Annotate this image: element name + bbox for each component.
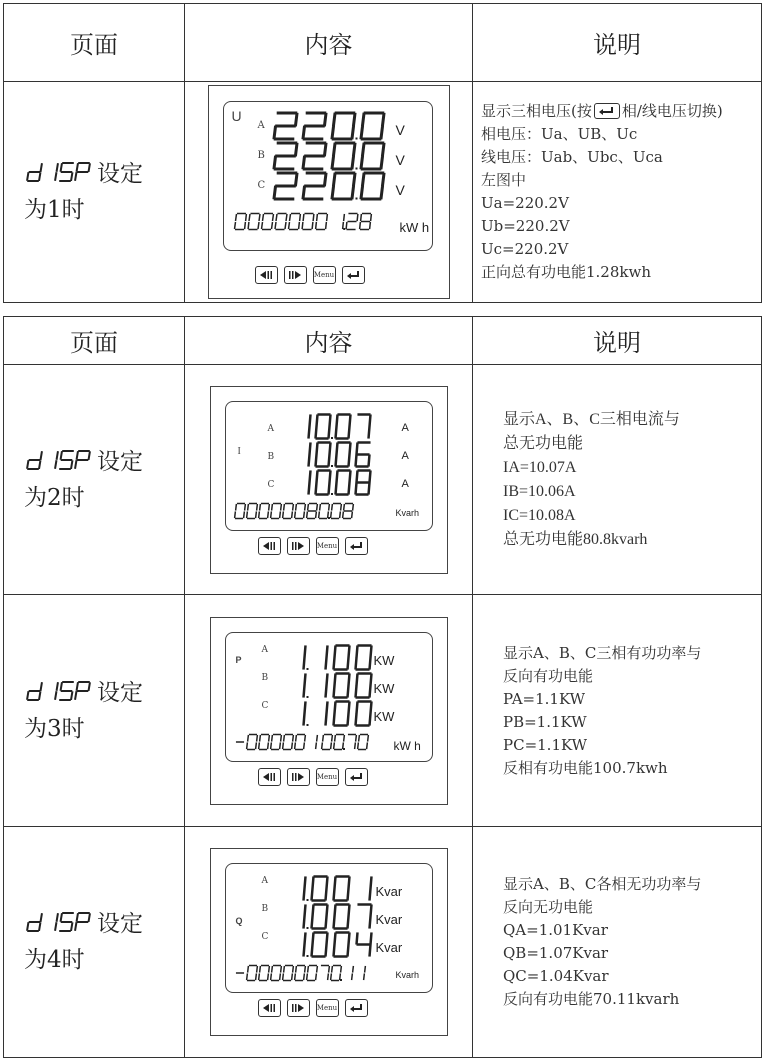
desc-line: IA=10.07A: [503, 458, 577, 476]
unit-label: KW: [373, 652, 395, 668]
content-cell: [185, 595, 473, 827]
setting-suffix: 设定: [97, 448, 143, 475]
desc-line: IC=10.08A: [503, 506, 576, 524]
phase-label: A: [261, 644, 268, 655]
unit-label: V: [395, 122, 405, 138]
left-key-button[interactable]: [258, 537, 281, 555]
lcd-symbol: U: [231, 108, 242, 124]
enter-key-button[interactable]: [342, 266, 365, 284]
lcd-value: [286, 930, 381, 963]
enter-key-button[interactable]: [345, 537, 368, 555]
disp-glyph: [24, 159, 95, 193]
setting-suffix: 设定: [97, 161, 143, 187]
desc-line: 反相有功电能100.7kwh: [503, 758, 668, 777]
disp-glyph: [24, 909, 95, 943]
desc-cell: [473, 595, 762, 827]
meter-display: [208, 85, 450, 299]
unit-label: KW: [373, 680, 395, 696]
content-cell: [185, 827, 473, 1058]
lcd-symbol: P: [235, 654, 242, 665]
desc-line: QC=1.04Kvar: [503, 967, 609, 985]
unit-label: V: [395, 182, 405, 198]
phase-label: B: [267, 451, 275, 462]
meter-display: [210, 848, 448, 1036]
desc-line: 线电压：Uab、Ubc、Uca: [481, 148, 663, 166]
menu-key-button[interactable]: Menu: [316, 768, 339, 786]
setting-suffix: 设定: [97, 911, 143, 937]
lcd-screen: [225, 632, 433, 762]
menu-key-button[interactable]: Menu: [316, 999, 339, 1017]
desc-line: 反向有功电能: [503, 666, 594, 685]
page-cell: [4, 827, 185, 1058]
meter-display: [210, 386, 448, 574]
desc-cell: [473, 82, 762, 303]
header-page: 页面: [4, 317, 185, 365]
content-cell: [185, 82, 473, 303]
right-key-button[interactable]: [284, 266, 307, 284]
lcd-screen: [225, 401, 433, 531]
energy-unit: kW h: [393, 738, 421, 753]
desc-line: 总无功电能80.8kvarh: [503, 530, 648, 548]
desc-line: 正向总有功电能1.28kwh: [481, 263, 651, 281]
unit-label: A: [401, 477, 409, 490]
setting-line2: 为3时: [24, 715, 85, 742]
header-page: 页面: [4, 4, 185, 82]
right-key-button[interactable]: [287, 999, 310, 1017]
unit-label: KW: [373, 708, 395, 724]
lcd-symbol: Q: [235, 916, 243, 926]
energy-value: [232, 212, 376, 235]
settings-table-1: [3, 3, 762, 303]
energy-value: [232, 502, 357, 524]
lcd-symbol: I: [237, 445, 241, 457]
energy-value: [232, 964, 369, 986]
unit-label: Kvar: [375, 884, 403, 899]
enter-key-button[interactable]: [345, 768, 368, 786]
desc-line: 左图中: [481, 171, 527, 189]
table-row: [4, 827, 762, 1058]
disp-glyph: [24, 447, 95, 481]
setting-suffix: 设定: [97, 679, 143, 706]
setting-line2: 为2时: [24, 484, 85, 511]
menu-key-button[interactable]: Menu: [313, 266, 336, 284]
energy-unit: kW h: [399, 220, 430, 235]
energy-value: [232, 733, 372, 755]
lcd-value: [292, 468, 379, 501]
page-cell: [4, 365, 185, 595]
desc-line: 显示A、B、C各相无功功率与: [503, 875, 702, 893]
desc-cell: [473, 827, 762, 1058]
meter-display: [210, 617, 448, 805]
desc-line: 显示A、B、C三相有功功率与: [503, 643, 702, 662]
desc-line: PB=1.1KW: [503, 712, 587, 731]
desc-line: Ua=220.2V: [481, 194, 569, 212]
content-cell: [185, 365, 473, 595]
desc-line: 反向无功电能: [503, 898, 594, 916]
phase-label: B: [261, 904, 269, 914]
desc-line: 相电压：Ua、UB、Uc: [481, 125, 638, 143]
phase-label: A: [257, 120, 265, 131]
phase-label: C: [257, 180, 266, 191]
desc-line: Uc=220.2V: [481, 240, 569, 258]
desc-line: 显示三相电压(按 相/线电压切换): [481, 102, 723, 120]
energy-unit: Kvarh: [395, 970, 420, 980]
unit-label: A: [401, 421, 409, 434]
desc-line: QB=1.07Kvar: [503, 944, 609, 962]
unit-label: A: [401, 449, 409, 462]
phase-label: A: [267, 423, 274, 434]
desc-line: Ub=220.2V: [481, 217, 570, 235]
lcd-screen: [223, 101, 433, 251]
disp-glyph: [24, 678, 95, 712]
left-key-button[interactable]: [258, 999, 281, 1017]
phase-label: A: [261, 876, 268, 886]
header-desc: 说明: [473, 317, 762, 365]
page-cell: [4, 595, 185, 827]
energy-unit: Kvarh: [395, 507, 420, 518]
lcd-screen: [225, 863, 433, 993]
settings-table-2: [3, 316, 762, 1058]
desc-line: PC=1.1KW: [503, 735, 588, 754]
phase-label: B: [257, 150, 265, 161]
unit-label: Kvar: [375, 940, 403, 955]
desc-line: 反向有功电能70.11kvarh: [503, 990, 680, 1008]
setting-line2: 为1时: [24, 197, 85, 223]
phase-label: C: [267, 479, 275, 490]
unit-label: V: [395, 152, 405, 168]
header-content: 内容: [185, 4, 473, 82]
table-row: [4, 595, 762, 827]
setting-line2: 为4时: [24, 947, 85, 973]
right-key-button[interactable]: [287, 537, 310, 555]
left-key-button[interactable]: [258, 768, 281, 786]
desc-line: IB=10.06A: [503, 482, 576, 500]
desc-line: QA=1.01Kvar: [503, 921, 608, 939]
table-row: [4, 365, 762, 595]
phase-label: C: [261, 700, 269, 711]
lcd-value: [270, 170, 395, 206]
menu-key-button[interactable]: Menu: [316, 537, 339, 555]
right-key-button[interactable]: [287, 768, 310, 786]
phase-label: C: [261, 932, 269, 942]
desc-cell: [473, 365, 762, 595]
page-cell: [4, 82, 185, 303]
lcd-value: [286, 699, 381, 732]
header-content: 内容: [185, 317, 473, 365]
unit-label: Kvar: [375, 912, 403, 927]
desc-line: 显示A、B、C三相电流与: [503, 410, 680, 428]
desc-line: 总无功电能: [503, 434, 584, 452]
header-desc: 说明: [473, 4, 762, 82]
enter-key-button[interactable]: [345, 999, 368, 1017]
phase-label: B: [261, 672, 269, 683]
table-row: [4, 82, 762, 303]
enter-icon: [594, 103, 620, 119]
left-key-button[interactable]: [255, 266, 278, 284]
desc-line: PA=1.1KW: [503, 689, 586, 708]
